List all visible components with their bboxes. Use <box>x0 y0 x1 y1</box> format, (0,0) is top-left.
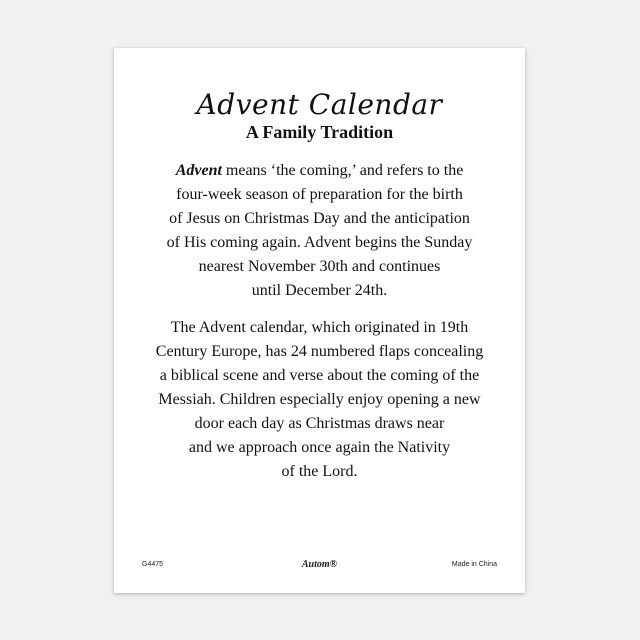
paragraph-line: of Jesus on Christmas Day and the anticipation <box>169 210 470 227</box>
paragraph-line: four-week season of preparation for the birth <box>176 186 463 203</box>
paragraph-line: and we approach once again the Nativity <box>188 439 451 456</box>
card-title: Advent Calendar <box>196 88 443 121</box>
origin-label: Made in China <box>451 561 497 568</box>
advent-calendar-card <box>114 48 525 593</box>
paragraph-calendar-history <box>144 316 495 484</box>
paragraph-line <box>144 159 495 183</box>
card-footer <box>114 559 525 573</box>
product-code: G4475 <box>142 561 164 568</box>
paragraph-line: Messiah. Children especially enjoy opening a new <box>158 391 481 408</box>
emphasized-word: Advent <box>175 162 222 179</box>
paragraph-line: nearest November 30th and continues <box>198 258 441 275</box>
paragraph-line: The Advent calendar, which originated in 19th <box>170 319 469 336</box>
paragraph-line: Century Europe, has 24 numbered flaps concealing <box>155 343 484 360</box>
brand-logo: Autom® <box>301 559 338 570</box>
card-subtitle: A Family Tradition <box>245 122 394 142</box>
paragraph-line: of His coming again. Advent begins the Sunday <box>166 234 473 251</box>
paragraph-line: of the Lord. <box>281 463 358 480</box>
paragraph-advent-meaning <box>144 159 495 303</box>
line-text: means ‘the coming,’ and refers to the <box>221 162 464 179</box>
paragraph-line: a biblical scene and verse about the coming of the <box>159 367 480 384</box>
paragraph-line: until December 24th. <box>251 282 388 299</box>
paragraph-line: door each day as Christmas draws near <box>194 415 445 432</box>
